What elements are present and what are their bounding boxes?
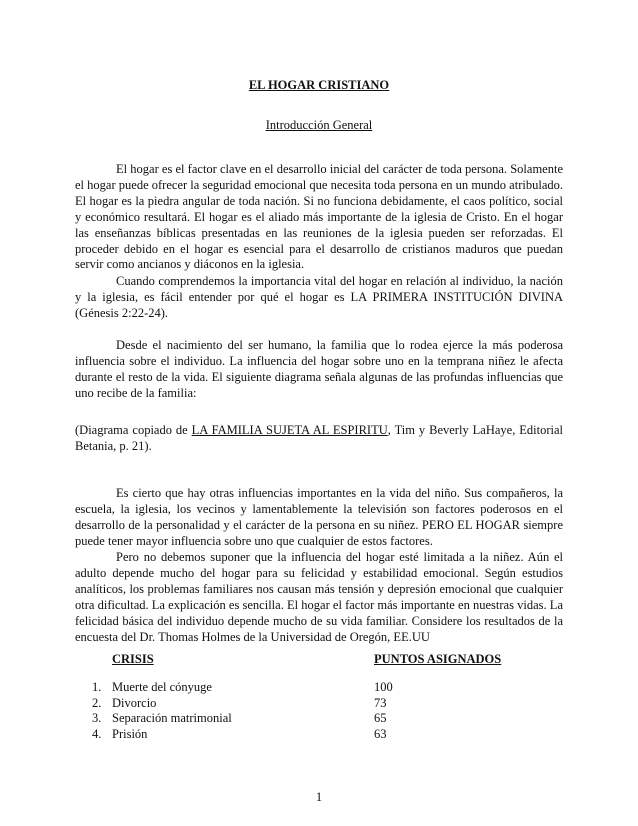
row-label: Muerte del cónyuge	[112, 680, 212, 694]
page-number: 1	[315, 790, 323, 804]
row-label: Prisión	[112, 727, 148, 741]
paragraph-1: El hogar es el factor clave en el desarrollo inicial del carácter de toda persona. Solamente el hogar puede ofrecer la seguridad emocional que necesita toda persona en un mundo atribulado. El hogar es la piedra angular de toda nación. Si no funciona debidamente, el caos político, social y económico resultará. El hogar es el aliado más importante de la iglesia de Cristo. En el hogar las enseñanzas bíblicas presentadas en las reuniones de la iglesia pueden ser reforzadas. El proceder debido en el hogar es esencial para el desarrollo de cristianos maduros que puedan servir como ancianos y diáconos en la iglesia.	[75, 162, 563, 272]
row-number: 1.	[92, 680, 102, 694]
row-number: 2.	[92, 696, 102, 710]
row-number: 3.	[92, 711, 102, 725]
table-row	[75, 727, 563, 743]
row-value: 63	[374, 727, 387, 741]
row-value: 73	[374, 696, 387, 710]
table-row	[75, 696, 563, 712]
row-number: 4.	[92, 727, 102, 741]
table-header-crisis: CRISIS	[112, 652, 154, 666]
table-row	[75, 680, 563, 696]
paragraph-4: Es cierto que hay otras influencias importantes en la vida del niño. Sus compañeros, la escuela, la iglesia, los vecinos y lamentablemente la televisión son factores poderosos en el desarrollo de la personalidad y el carácter de la persona en su niñez. PERO EL HOGAR siempre puede tener mayor influencia sobre uno que cualquier de estos factores.	[75, 486, 563, 548]
citation-suffix: , Tim y Beverly LaHaye, Editorial Betania, p. 21).	[75, 423, 564, 453]
table-row	[75, 711, 563, 727]
citation-prefix: (Diagrama copiado de	[75, 423, 192, 437]
paragraph-2: Cuando comprendemos la importancia vital del hogar en relación al individuo, la nación y la iglesia, es fácil entender por qué el hogar es LA PRIMERA INSTITUCIÓN DIVINA (Génesis 2:22-24).	[75, 274, 563, 320]
document-title: EL HOGAR CRISTIANO	[248, 78, 390, 92]
row-label: Divorcio	[112, 696, 157, 710]
row-value: 65	[374, 711, 387, 725]
paragraph-5: Pero no debemos suponer que la influencia del hogar esté limitada a la niñez. Aún el adulto depende mucho del hogar para su felicidad y estabilidad emocional. Según estudios analíticos, los problemas familiares nos causan más tensión y depresión emocional que cualquier otra dificultad. La explicación es sencilla. El hogar el factor más importante en nuestras vidas. La felicidad básica del individuo depende mucho de su vida familiar. Considere los resultados de la encuesta del Dr. Thomas Holmes de la Universidad de Oregón, EE.UU	[75, 550, 563, 644]
document-subtitle: Introducción General	[265, 118, 373, 132]
diagram-citation	[75, 423, 563, 455]
table-header-points: PUNTOS ASIGNADOS	[374, 652, 502, 666]
citation-book-title: LA FAMILIA SUJETA AL ESPIRITU	[191, 423, 388, 437]
paragraph-3: Desde el nacimiento del ser humano, la familia que lo rodea ejerce la más poderosa influencia sobre el individuo. La influencia del hogar sobre uno en la temprana niñez le afecta durante el resto de la vida. El siguiente diagrama señala algunas de las profundas influencias que uno recibe de la familia:	[75, 338, 563, 400]
row-label: Separación matrimonial	[112, 711, 232, 725]
row-value: 100	[374, 680, 393, 694]
